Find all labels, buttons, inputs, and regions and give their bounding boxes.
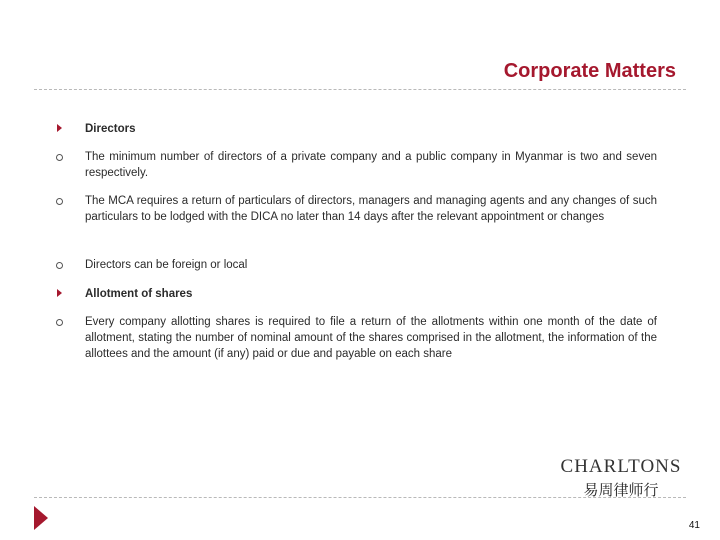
logo-name: CHARLTONS	[560, 456, 682, 477]
list-item-text: The MCA requires a return of particulars of directors, managers and managing agents and any changes of such particulars to be lodged with the DICA no later than 14 days after the relevant appointment or changes	[85, 195, 657, 223]
list-item-text: Every company allotting shares is required to file a return of the allotments within one month of the date of allotment, stating the number of nominal amount of the shares comprised in the allotment, the information of the allottees and the amount (if any) paid or due and payable on each share	[85, 316, 657, 360]
section-heading: Allotment of shares	[85, 288, 193, 300]
next-slide-arrow-icon[interactable]	[34, 506, 48, 530]
logo-chinese-name: 易周律师行	[583, 481, 659, 499]
header-divider	[34, 89, 686, 90]
page-number: 41	[688, 520, 700, 531]
section-heading: Directors	[85, 123, 136, 135]
list-item-text: Directors can be foreign or local	[85, 259, 248, 271]
circle-bullet-icon	[56, 319, 63, 326]
list-item-text: The minimum number of directors of a private company and a public company in Myanmar is two and seven respectively.	[85, 151, 657, 179]
arrow-bullet-icon	[57, 124, 62, 132]
arrow-bullet-icon	[57, 289, 62, 297]
circle-bullet-icon	[56, 154, 63, 161]
circle-bullet-icon	[56, 262, 63, 269]
footer-divider	[34, 497, 686, 498]
circle-bullet-icon	[56, 198, 63, 205]
company-logo	[560, 456, 682, 500]
page-title: Corporate Matters	[503, 60, 676, 82]
